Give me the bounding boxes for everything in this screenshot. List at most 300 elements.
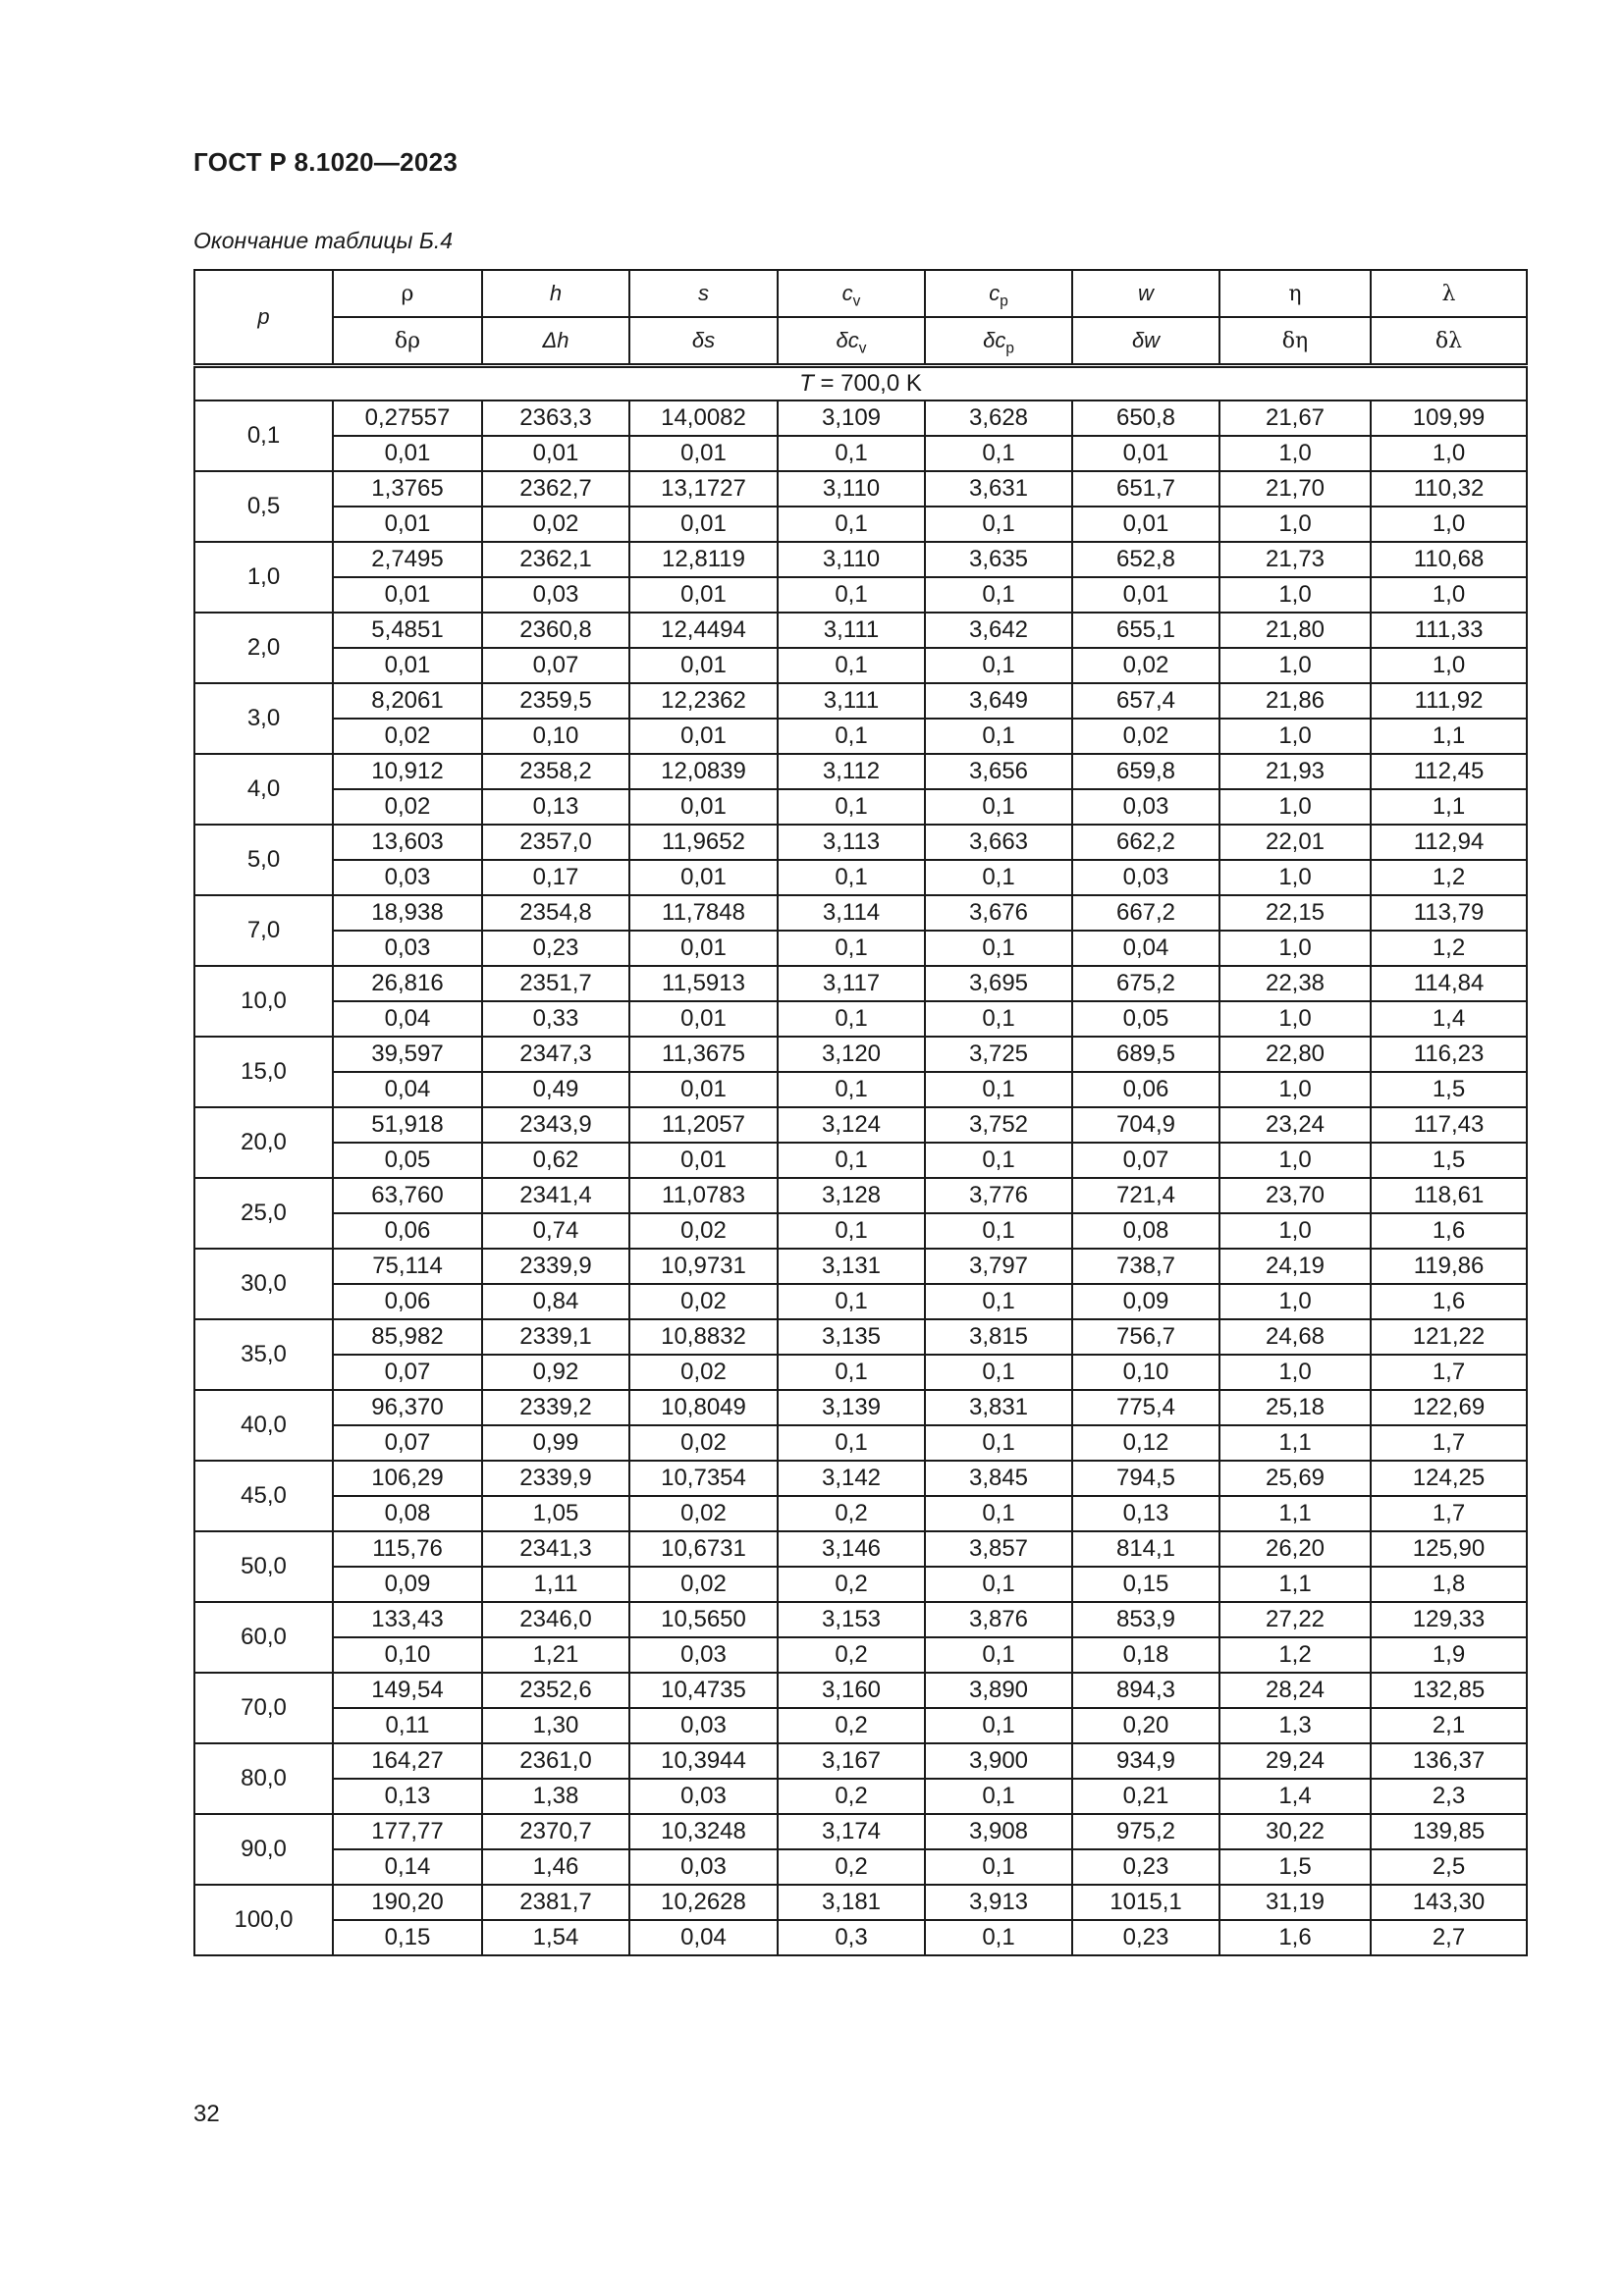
error-s: 0,02 [629, 1284, 778, 1319]
table-row [194, 1602, 1527, 1637]
value-eta: 29,24 [1219, 1743, 1371, 1779]
value-cp: 3,908 [925, 1814, 1072, 1849]
value-h: 2362,1 [482, 542, 629, 577]
error-w: 0,12 [1072, 1425, 1219, 1461]
value-w: 814,1 [1072, 1531, 1219, 1567]
header-error-lambda [1371, 317, 1527, 366]
value-w: 667,2 [1072, 895, 1219, 931]
error-h: 1,38 [482, 1779, 629, 1814]
error-rho: 0,06 [333, 1213, 482, 1249]
value-cp: 3,913 [925, 1885, 1072, 1920]
value-h: 2347,3 [482, 1037, 629, 1072]
symbol-subscript: p [1000, 293, 1008, 310]
value-lambda: 118,61 [1371, 1178, 1527, 1213]
error-w: 0,03 [1072, 789, 1219, 825]
error-h: 0,99 [482, 1425, 629, 1461]
error-cp: 0,1 [925, 1637, 1072, 1673]
table-row-error [194, 719, 1527, 754]
error-symbol-w: δw [1131, 328, 1161, 352]
error-lambda: 1,2 [1371, 860, 1527, 895]
pressure-value: 3,0 [194, 683, 333, 754]
value-eta: 23,70 [1219, 1178, 1371, 1213]
value-s: 11,5913 [629, 966, 778, 1001]
error-w: 0,01 [1072, 436, 1219, 471]
table-row-error [194, 1213, 1527, 1249]
error-h: 0,17 [482, 860, 629, 895]
value-w: 662,2 [1072, 825, 1219, 860]
value-eta: 21,73 [1219, 542, 1371, 577]
error-cv: 0,1 [778, 1072, 925, 1107]
value-h: 2352,6 [482, 1673, 629, 1708]
error-eta: 1,3 [1219, 1708, 1371, 1743]
table-row [194, 1461, 1527, 1496]
header-h [482, 270, 629, 317]
pressure-value: 0,1 [194, 400, 333, 471]
error-w: 0,02 [1072, 648, 1219, 683]
header-rho [333, 270, 482, 317]
error-cv: 0,1 [778, 1143, 925, 1178]
table-row [194, 613, 1527, 648]
value-h: 2358,2 [482, 754, 629, 789]
error-cp: 0,1 [925, 1567, 1072, 1602]
error-lambda: 1,6 [1371, 1284, 1527, 1319]
error-cv: 0,1 [778, 931, 925, 966]
value-cv: 3,110 [778, 471, 925, 507]
pressure-value: 100,0 [194, 1885, 333, 1955]
error-symbol-cv: δc [836, 328, 859, 352]
table-row-error [194, 1708, 1527, 1743]
error-s: 0,02 [629, 1567, 778, 1602]
table-row-error [194, 507, 1527, 542]
value-cv: 3,139 [778, 1390, 925, 1425]
table-row [194, 1885, 1527, 1920]
value-cp: 3,631 [925, 471, 1072, 507]
pressure-value: 30,0 [194, 1249, 333, 1319]
table-row-error [194, 1072, 1527, 1107]
pressure-value: 4,0 [194, 754, 333, 825]
error-cv: 0,1 [778, 860, 925, 895]
pressure-value: 50,0 [194, 1531, 333, 1602]
value-cv: 3,114 [778, 895, 925, 931]
error-s: 0,02 [629, 1425, 778, 1461]
symbol-subscript: v [858, 340, 867, 357]
error-w: 0,08 [1072, 1213, 1219, 1249]
value-cv: 3,112 [778, 754, 925, 789]
error-cp: 0,1 [925, 507, 1072, 542]
error-lambda: 1,7 [1371, 1496, 1527, 1531]
error-cp: 0,1 [925, 1143, 1072, 1178]
error-rho: 0,06 [333, 1284, 482, 1319]
value-rho: 106,29 [333, 1461, 482, 1496]
value-h: 2339,2 [482, 1390, 629, 1425]
pressure-value: 0,5 [194, 471, 333, 542]
value-rho: 177,77 [333, 1814, 482, 1849]
value-rho: 63,760 [333, 1178, 482, 1213]
value-w: 675,2 [1072, 966, 1219, 1001]
error-s: 0,04 [629, 1920, 778, 1955]
error-cp: 0,1 [925, 1920, 1072, 1955]
error-lambda: 2,3 [1371, 1779, 1527, 1814]
table-row-error [194, 1425, 1527, 1461]
value-lambda: 109,99 [1371, 400, 1527, 436]
value-w: 651,7 [1072, 471, 1219, 507]
value-rho: 8,2061 [333, 683, 482, 719]
pressure-value: 70,0 [194, 1673, 333, 1743]
error-cp: 0,1 [925, 719, 1072, 754]
value-w: 650,8 [1072, 400, 1219, 436]
value-lambda: 125,90 [1371, 1531, 1527, 1567]
table-row [194, 1319, 1527, 1355]
error-cv: 0,1 [778, 1284, 925, 1319]
table-row [194, 1814, 1527, 1849]
error-eta: 1,1 [1219, 1496, 1371, 1531]
error-rho: 0,02 [333, 789, 482, 825]
value-h: 2381,7 [482, 1885, 629, 1920]
error-rho: 0,02 [333, 719, 482, 754]
error-symbol-cp: δc [983, 328, 1006, 352]
value-eta: 22,80 [1219, 1037, 1371, 1072]
pressure-value: 5,0 [194, 825, 333, 895]
error-cv: 0,2 [778, 1779, 925, 1814]
pressure-value: 35,0 [194, 1319, 333, 1390]
value-rho: 0,27557 [333, 400, 482, 436]
value-w: 756,7 [1072, 1319, 1219, 1355]
value-s: 11,0783 [629, 1178, 778, 1213]
error-rho: 0,13 [333, 1779, 482, 1814]
value-s: 12,4494 [629, 613, 778, 648]
error-h: 0,49 [482, 1072, 629, 1107]
header-error-eta [1219, 317, 1371, 366]
value-lambda: 124,25 [1371, 1461, 1527, 1496]
value-s: 12,8119 [629, 542, 778, 577]
value-rho: 96,370 [333, 1390, 482, 1425]
value-s: 11,3675 [629, 1037, 778, 1072]
error-rho: 0,01 [333, 507, 482, 542]
error-h: 0,23 [482, 931, 629, 966]
error-h: 0,03 [482, 577, 629, 613]
error-s: 0,01 [629, 1143, 778, 1178]
value-eta: 21,67 [1219, 400, 1371, 436]
error-s: 0,01 [629, 507, 778, 542]
error-h: 1,21 [482, 1637, 629, 1673]
error-eta: 1,0 [1219, 1072, 1371, 1107]
error-s: 0,01 [629, 1001, 778, 1037]
error-h: 1,46 [482, 1849, 629, 1885]
error-cv: 0,1 [778, 1425, 925, 1461]
value-eta: 25,69 [1219, 1461, 1371, 1496]
table-row-error [194, 648, 1527, 683]
value-cp: 3,635 [925, 542, 1072, 577]
value-cv: 3,160 [778, 1673, 925, 1708]
error-lambda: 2,1 [1371, 1708, 1527, 1743]
page-number: 32 [193, 2101, 220, 2127]
value-rho: 51,918 [333, 1107, 482, 1143]
table-row-error [194, 860, 1527, 895]
error-cp: 0,1 [925, 931, 1072, 966]
table-row [194, 895, 1527, 931]
table-row [194, 754, 1527, 789]
table-row-error [194, 1355, 1527, 1390]
error-h: 0,02 [482, 507, 629, 542]
value-w: 738,7 [1072, 1249, 1219, 1284]
error-s: 0,01 [629, 648, 778, 683]
pressure-value: 90,0 [194, 1814, 333, 1885]
error-w: 0,09 [1072, 1284, 1219, 1319]
error-rho: 0,14 [333, 1849, 482, 1885]
value-h: 2360,8 [482, 613, 629, 648]
error-cv: 0,1 [778, 507, 925, 542]
header-error-cp [925, 317, 1072, 366]
value-eta: 21,86 [1219, 683, 1371, 719]
value-eta: 22,38 [1219, 966, 1371, 1001]
error-eta: 1,6 [1219, 1920, 1371, 1955]
value-h: 2339,9 [482, 1249, 629, 1284]
error-rho: 0,01 [333, 436, 482, 471]
error-eta: 1,4 [1219, 1779, 1371, 1814]
value-lambda: 114,84 [1371, 966, 1527, 1001]
table-row-error [194, 931, 1527, 966]
symbol-subscript: v [852, 293, 861, 310]
pressure-value: 25,0 [194, 1178, 333, 1249]
error-lambda: 1,0 [1371, 577, 1527, 613]
error-w: 0,18 [1072, 1637, 1219, 1673]
value-eta: 21,93 [1219, 754, 1371, 789]
data-table [193, 269, 1528, 1956]
value-w: 853,9 [1072, 1602, 1219, 1637]
value-lambda: 110,68 [1371, 542, 1527, 577]
symbol-lambda: λ [1441, 281, 1456, 306]
value-rho: 5,4851 [333, 613, 482, 648]
value-lambda: 110,32 [1371, 471, 1527, 507]
error-cp: 0,1 [925, 648, 1072, 683]
value-rho: 115,76 [333, 1531, 482, 1567]
value-h: 2354,8 [482, 895, 629, 931]
header-error-rho [333, 317, 482, 366]
error-cv: 0,1 [778, 577, 925, 613]
table-row-error [194, 1637, 1527, 1673]
error-lambda: 1,5 [1371, 1143, 1527, 1178]
error-lambda: 1,1 [1371, 789, 1527, 825]
pressure-value: 60,0 [194, 1602, 333, 1673]
error-cv: 0,2 [778, 1849, 925, 1885]
table-row-error [194, 1849, 1527, 1885]
value-cv: 3,110 [778, 542, 925, 577]
value-cp: 3,725 [925, 1037, 1072, 1072]
value-lambda: 121,22 [1371, 1319, 1527, 1355]
value-h: 2339,1 [482, 1319, 629, 1355]
value-w: 794,5 [1072, 1461, 1219, 1496]
value-h: 2346,0 [482, 1602, 629, 1637]
error-cp: 0,1 [925, 1355, 1072, 1390]
value-rho: 13,603 [333, 825, 482, 860]
pressure-value: 7,0 [194, 895, 333, 966]
value-cv: 3,113 [778, 825, 925, 860]
error-w: 0,13 [1072, 1496, 1219, 1531]
value-lambda: 129,33 [1371, 1602, 1527, 1637]
value-cp: 3,776 [925, 1178, 1072, 1213]
value-h: 2339,9 [482, 1461, 629, 1496]
error-s: 0,02 [629, 1496, 778, 1531]
error-eta: 1,0 [1219, 577, 1371, 613]
table-row-error [194, 577, 1527, 613]
symbol-w: w [1138, 281, 1154, 305]
value-eta: 22,01 [1219, 825, 1371, 860]
error-w: 0,05 [1072, 1001, 1219, 1037]
value-w: 655,1 [1072, 613, 1219, 648]
error-cp: 0,1 [925, 1779, 1072, 1814]
symbol-h: h [549, 281, 563, 305]
error-s: 0,02 [629, 1213, 778, 1249]
value-h: 2351,7 [482, 966, 629, 1001]
error-cp: 0,1 [925, 1072, 1072, 1107]
value-cp: 3,676 [925, 895, 1072, 931]
value-w: 657,4 [1072, 683, 1219, 719]
value-cv: 3,109 [778, 400, 925, 436]
error-lambda: 1,7 [1371, 1425, 1527, 1461]
error-s: 0,01 [629, 931, 778, 966]
error-cp: 0,1 [925, 860, 1072, 895]
header-error-cv [778, 317, 925, 366]
error-cp: 0,1 [925, 1496, 1072, 1531]
table-row [194, 683, 1527, 719]
error-s: 0,02 [629, 1355, 778, 1390]
error-cv: 0,1 [778, 719, 925, 754]
value-cp: 3,815 [925, 1319, 1072, 1355]
error-h: 0,01 [482, 436, 629, 471]
temperature-symbol: T [799, 370, 814, 397]
error-rho: 0,08 [333, 1496, 482, 1531]
pressure-value: 20,0 [194, 1107, 333, 1178]
value-s: 10,6731 [629, 1531, 778, 1567]
value-rho: 1,3765 [333, 471, 482, 507]
value-cv: 3,131 [778, 1249, 925, 1284]
value-h: 2357,0 [482, 825, 629, 860]
value-cv: 3,124 [778, 1107, 925, 1143]
error-rho: 0,03 [333, 860, 482, 895]
value-rho: 39,597 [333, 1037, 482, 1072]
value-cp: 3,831 [925, 1390, 1072, 1425]
value-rho: 75,114 [333, 1249, 482, 1284]
table-row-error [194, 1567, 1527, 1602]
error-eta: 1,0 [1219, 1213, 1371, 1249]
value-rho: 26,816 [333, 966, 482, 1001]
header-pressure [194, 270, 333, 366]
symbol-cv: c [841, 281, 853, 305]
value-w: 704,9 [1072, 1107, 1219, 1143]
table-row [194, 1178, 1527, 1213]
value-s: 10,3944 [629, 1743, 778, 1779]
value-rho: 18,938 [333, 895, 482, 931]
value-s: 12,2362 [629, 683, 778, 719]
error-s: 0,03 [629, 1779, 778, 1814]
error-symbol-rho: δρ [394, 328, 421, 353]
table-row-error [194, 436, 1527, 471]
error-w: 0,07 [1072, 1143, 1219, 1178]
value-cv: 3,117 [778, 966, 925, 1001]
value-lambda: 117,43 [1371, 1107, 1527, 1143]
value-s: 10,8049 [629, 1390, 778, 1425]
error-rho: 0,01 [333, 577, 482, 613]
value-cv: 3,111 [778, 683, 925, 719]
table-row-error [194, 1496, 1527, 1531]
error-h: 0,74 [482, 1213, 629, 1249]
error-eta: 1,0 [1219, 507, 1371, 542]
value-w: 689,5 [1072, 1037, 1219, 1072]
value-cp: 3,876 [925, 1602, 1072, 1637]
symbol-s: s [698, 281, 709, 305]
table-row [194, 542, 1527, 577]
value-cp: 3,900 [925, 1743, 1072, 1779]
error-cv: 0,1 [778, 1001, 925, 1037]
error-w: 0,04 [1072, 931, 1219, 966]
value-s: 13,1727 [629, 471, 778, 507]
error-eta: 1,2 [1219, 1637, 1371, 1673]
pressure-value: 15,0 [194, 1037, 333, 1107]
error-rho: 0,11 [333, 1708, 482, 1743]
table-row [194, 471, 1527, 507]
value-eta: 24,68 [1219, 1319, 1371, 1355]
table-row-error [194, 1779, 1527, 1814]
error-lambda: 1,1 [1371, 719, 1527, 754]
error-eta: 1,0 [1219, 1355, 1371, 1390]
header-error-s [629, 317, 778, 366]
header-w [1072, 270, 1219, 317]
value-lambda: 112,45 [1371, 754, 1527, 789]
error-eta: 1,0 [1219, 1284, 1371, 1319]
value-w: 652,8 [1072, 542, 1219, 577]
error-s: 0,01 [629, 860, 778, 895]
table-row [194, 966, 1527, 1001]
error-h: 1,30 [482, 1708, 629, 1743]
value-lambda: 119,86 [1371, 1249, 1527, 1284]
error-symbol-h: Δh [542, 328, 569, 352]
pressure-symbol: p [257, 304, 270, 329]
value-s: 12,0839 [629, 754, 778, 789]
table-row-error [194, 1920, 1527, 1955]
value-s: 10,4735 [629, 1673, 778, 1708]
value-h: 2341,4 [482, 1178, 629, 1213]
value-h: 2362,7 [482, 471, 629, 507]
error-cp: 0,1 [925, 577, 1072, 613]
error-lambda: 2,5 [1371, 1849, 1527, 1885]
symbol-rho: ρ [401, 281, 414, 306]
value-eta: 27,22 [1219, 1602, 1371, 1637]
value-eta: 22,15 [1219, 895, 1371, 931]
error-w: 0,20 [1072, 1708, 1219, 1743]
error-w: 0,10 [1072, 1355, 1219, 1390]
error-lambda: 1,2 [1371, 931, 1527, 966]
table-row [194, 825, 1527, 860]
error-w: 0,06 [1072, 1072, 1219, 1107]
table-row-error [194, 1001, 1527, 1037]
value-cv: 3,167 [778, 1743, 925, 1779]
table-row-error [194, 1143, 1527, 1178]
error-w: 0,03 [1072, 860, 1219, 895]
error-lambda: 1,5 [1371, 1072, 1527, 1107]
value-cp: 3,628 [925, 400, 1072, 436]
value-s: 14,0082 [629, 400, 778, 436]
error-rho: 0,15 [333, 1920, 482, 1955]
error-cv: 0,1 [778, 1355, 925, 1390]
error-cp: 0,1 [925, 789, 1072, 825]
error-h: 0,92 [482, 1355, 629, 1390]
table-row [194, 1037, 1527, 1072]
value-lambda: 122,69 [1371, 1390, 1527, 1425]
error-eta: 1,0 [1219, 931, 1371, 966]
value-h: 2361,0 [482, 1743, 629, 1779]
value-eta: 23,24 [1219, 1107, 1371, 1143]
value-cv: 3,146 [778, 1531, 925, 1567]
